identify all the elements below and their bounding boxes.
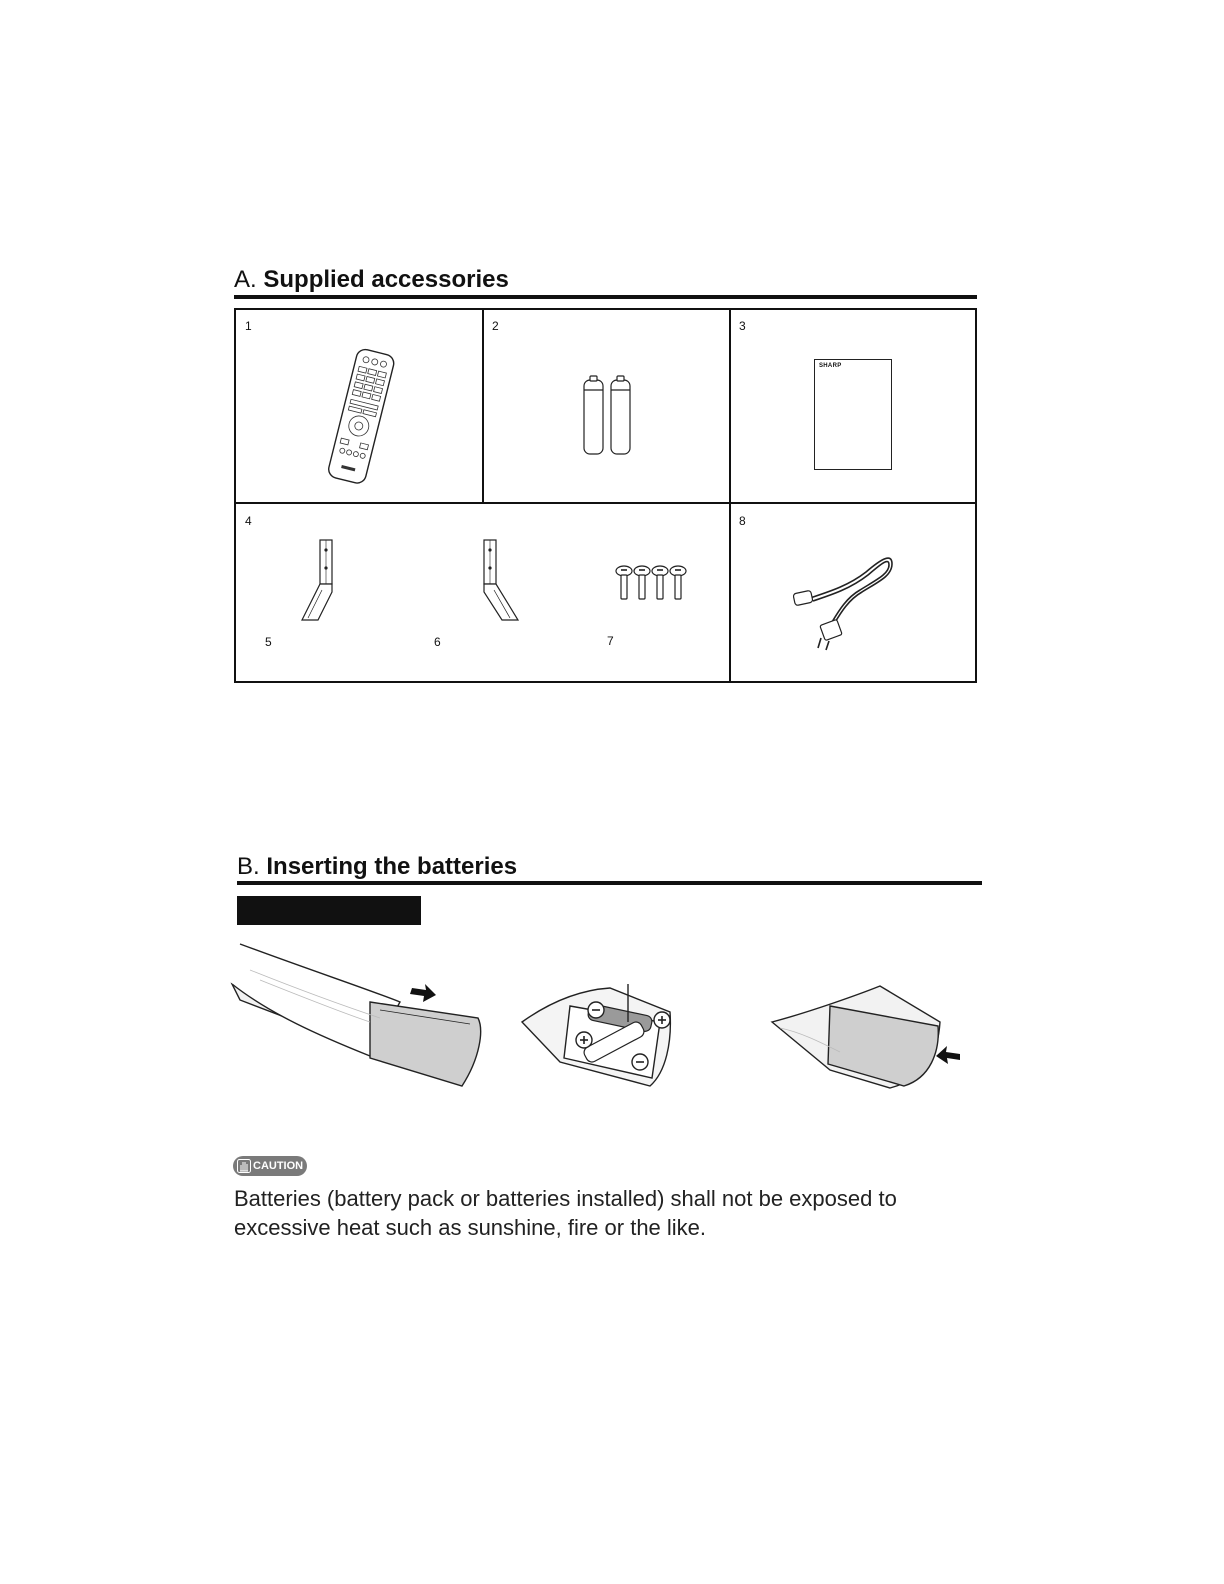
open-battery-cover-icon (230, 940, 490, 1090)
screws-icon (612, 564, 696, 602)
item-number-8: 8 (739, 514, 746, 528)
insert-batteries-icon (520, 982, 690, 1092)
item-number-5: 5 (265, 635, 272, 649)
remote-control-icon (320, 346, 400, 488)
step-label-bar (237, 896, 421, 925)
section-b-title: Inserting the batteries (266, 853, 518, 880)
grid-divider (236, 502, 975, 504)
hand-caution-icon (237, 1159, 251, 1173)
item-number-4: 4 (245, 514, 252, 528)
grid-divider (729, 310, 731, 681)
right-stand-leg-icon (474, 538, 522, 624)
ac-power-cord-icon (788, 542, 900, 652)
grid-divider (482, 310, 484, 503)
item-number-2: 2 (492, 319, 499, 333)
item-number-7: 7 (607, 634, 614, 648)
item-number-3: 3 (739, 319, 746, 333)
close-battery-cover-icon (770, 982, 970, 1092)
accessories-grid (234, 308, 977, 683)
operation-manual-icon (814, 359, 892, 470)
section-a-letter: A. (234, 266, 257, 293)
section-a-title: Supplied accessories (263, 266, 509, 293)
item-number-6: 6 (434, 635, 441, 649)
section-b-heading (237, 853, 517, 881)
manual-brand-label: SHARP (819, 363, 842, 369)
section-b-letter: B. (237, 853, 260, 880)
aa-batteries-icon (578, 374, 638, 458)
caution-badge (233, 1156, 307, 1176)
section-a-heading (234, 266, 509, 294)
section-a-rule (234, 295, 977, 299)
section-b-rule (237, 881, 982, 885)
item-number-1: 1 (245, 319, 252, 333)
left-stand-leg-icon (298, 538, 346, 624)
caution-text: Batteries (battery pack or batteries installed) shall not be exposed to excessive heat such as sunshine, fire or the like. (234, 1186, 897, 1240)
caution-badge-label: CAUTION (253, 1160, 304, 1172)
